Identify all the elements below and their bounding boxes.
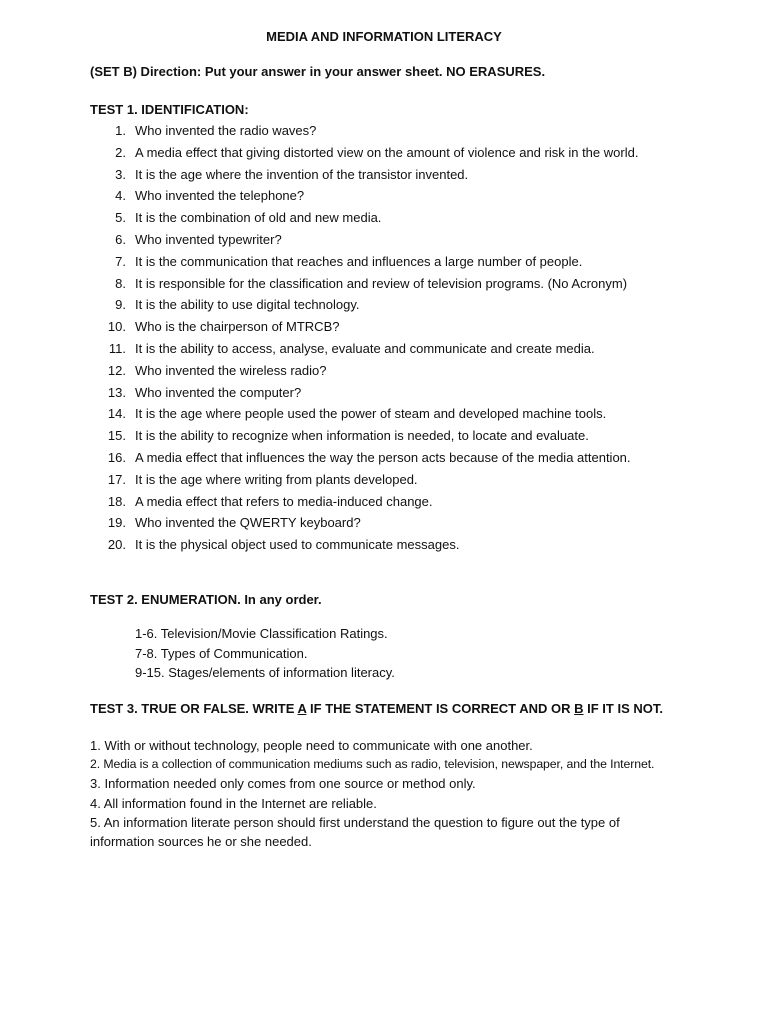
list-item: 8. It is responsible for the classification and review of television programs. (No Acronym): [115, 275, 628, 291]
list-item: 3. It is the age where the invention of the transistor invented.: [115, 166, 469, 182]
list-item: 7. It is the communication that reaches and influences a large number of people.: [115, 253, 583, 269]
list-item: 13. Who invented the computer?: [107, 384, 302, 400]
list-item: 17. It is the age where writing from plants developed.: [107, 471, 418, 487]
identification-list: [90, 120, 678, 556]
list-item: 9. It is the ability to use digital technology.: [115, 297, 360, 313]
list-item: 5. It is the combination of old and new media.: [115, 210, 382, 226]
list-item: 2. A media effect that giving distorted view on the amount of violence and risk in the world.: [115, 144, 639, 160]
list-item: 19. Who invented the QWERTY keyboard?: [107, 515, 361, 531]
list-item: 4. All information found in the Internet are reliable.: [90, 795, 377, 811]
list-item: 10. Who is the chairperson of MTRCB?: [107, 319, 340, 335]
list-item: 1-6. Television/Movie Classification Ratings.: [135, 626, 388, 641]
list-item: 3. Information needed only comes from one source or method only.: [90, 776, 476, 792]
test2-heading: TEST 2. ENUMERATION. In any order.: [90, 592, 322, 607]
list-item: 6. Who invented typewriter?: [115, 231, 282, 247]
document-title: MEDIA AND INFORMATION LITERACY: [266, 29, 502, 44]
true-false-list: [90, 736, 678, 851]
list-item: 9-15. Stages/elements of information literacy.: [135, 665, 395, 680]
list-item: 15. It is the ability to recognize when information is needed, to locate and evaluate.: [107, 428, 589, 444]
list-item: 20. It is the physical object used to communicate messages.: [107, 537, 460, 553]
list-item: 5. An information literate person should first understand the question to figure out the type of information sources he or she needed.: [90, 814, 620, 850]
list-item: 4. Who invented the telephone?: [115, 188, 305, 204]
test3-heading: TEST 3. TRUE OR FALSE. WRITE A IF THE STATEMENT IS CORRECT AND OR B IF IT IS NOT.: [90, 701, 663, 716]
direction-text: (SET B) Direction: Put your answer in your answer sheet. NO ERASURES.: [90, 64, 546, 79]
list-item: 18. A media effect that refers to media-induced change.: [107, 493, 433, 509]
enumeration-list: [135, 624, 675, 683]
list-item: 14. It is the age where people used the power of steam and developed machine tools.: [107, 406, 607, 422]
list-item: 7-8. Types of Communication.: [135, 645, 308, 661]
test1-heading: TEST 1. IDENTIFICATION:: [90, 102, 249, 117]
list-item: 16. A media effect that influences the way the person acts because of the media attention.: [107, 449, 631, 465]
list-item: 11. It is the ability to access, analyse, evaluate and communicate and create media.: [108, 340, 595, 356]
list-item: 1. Who invented the radio waves?: [115, 123, 317, 138]
list-item: 2. Media is a collection of communication mediums such as radio, television, newspaper, and the Internet.: [90, 757, 655, 772]
list-item: 12. Who invented the wireless radio?: [107, 362, 327, 378]
list-item: 1. With or without technology, people need to communicate with one another.: [90, 738, 533, 753]
